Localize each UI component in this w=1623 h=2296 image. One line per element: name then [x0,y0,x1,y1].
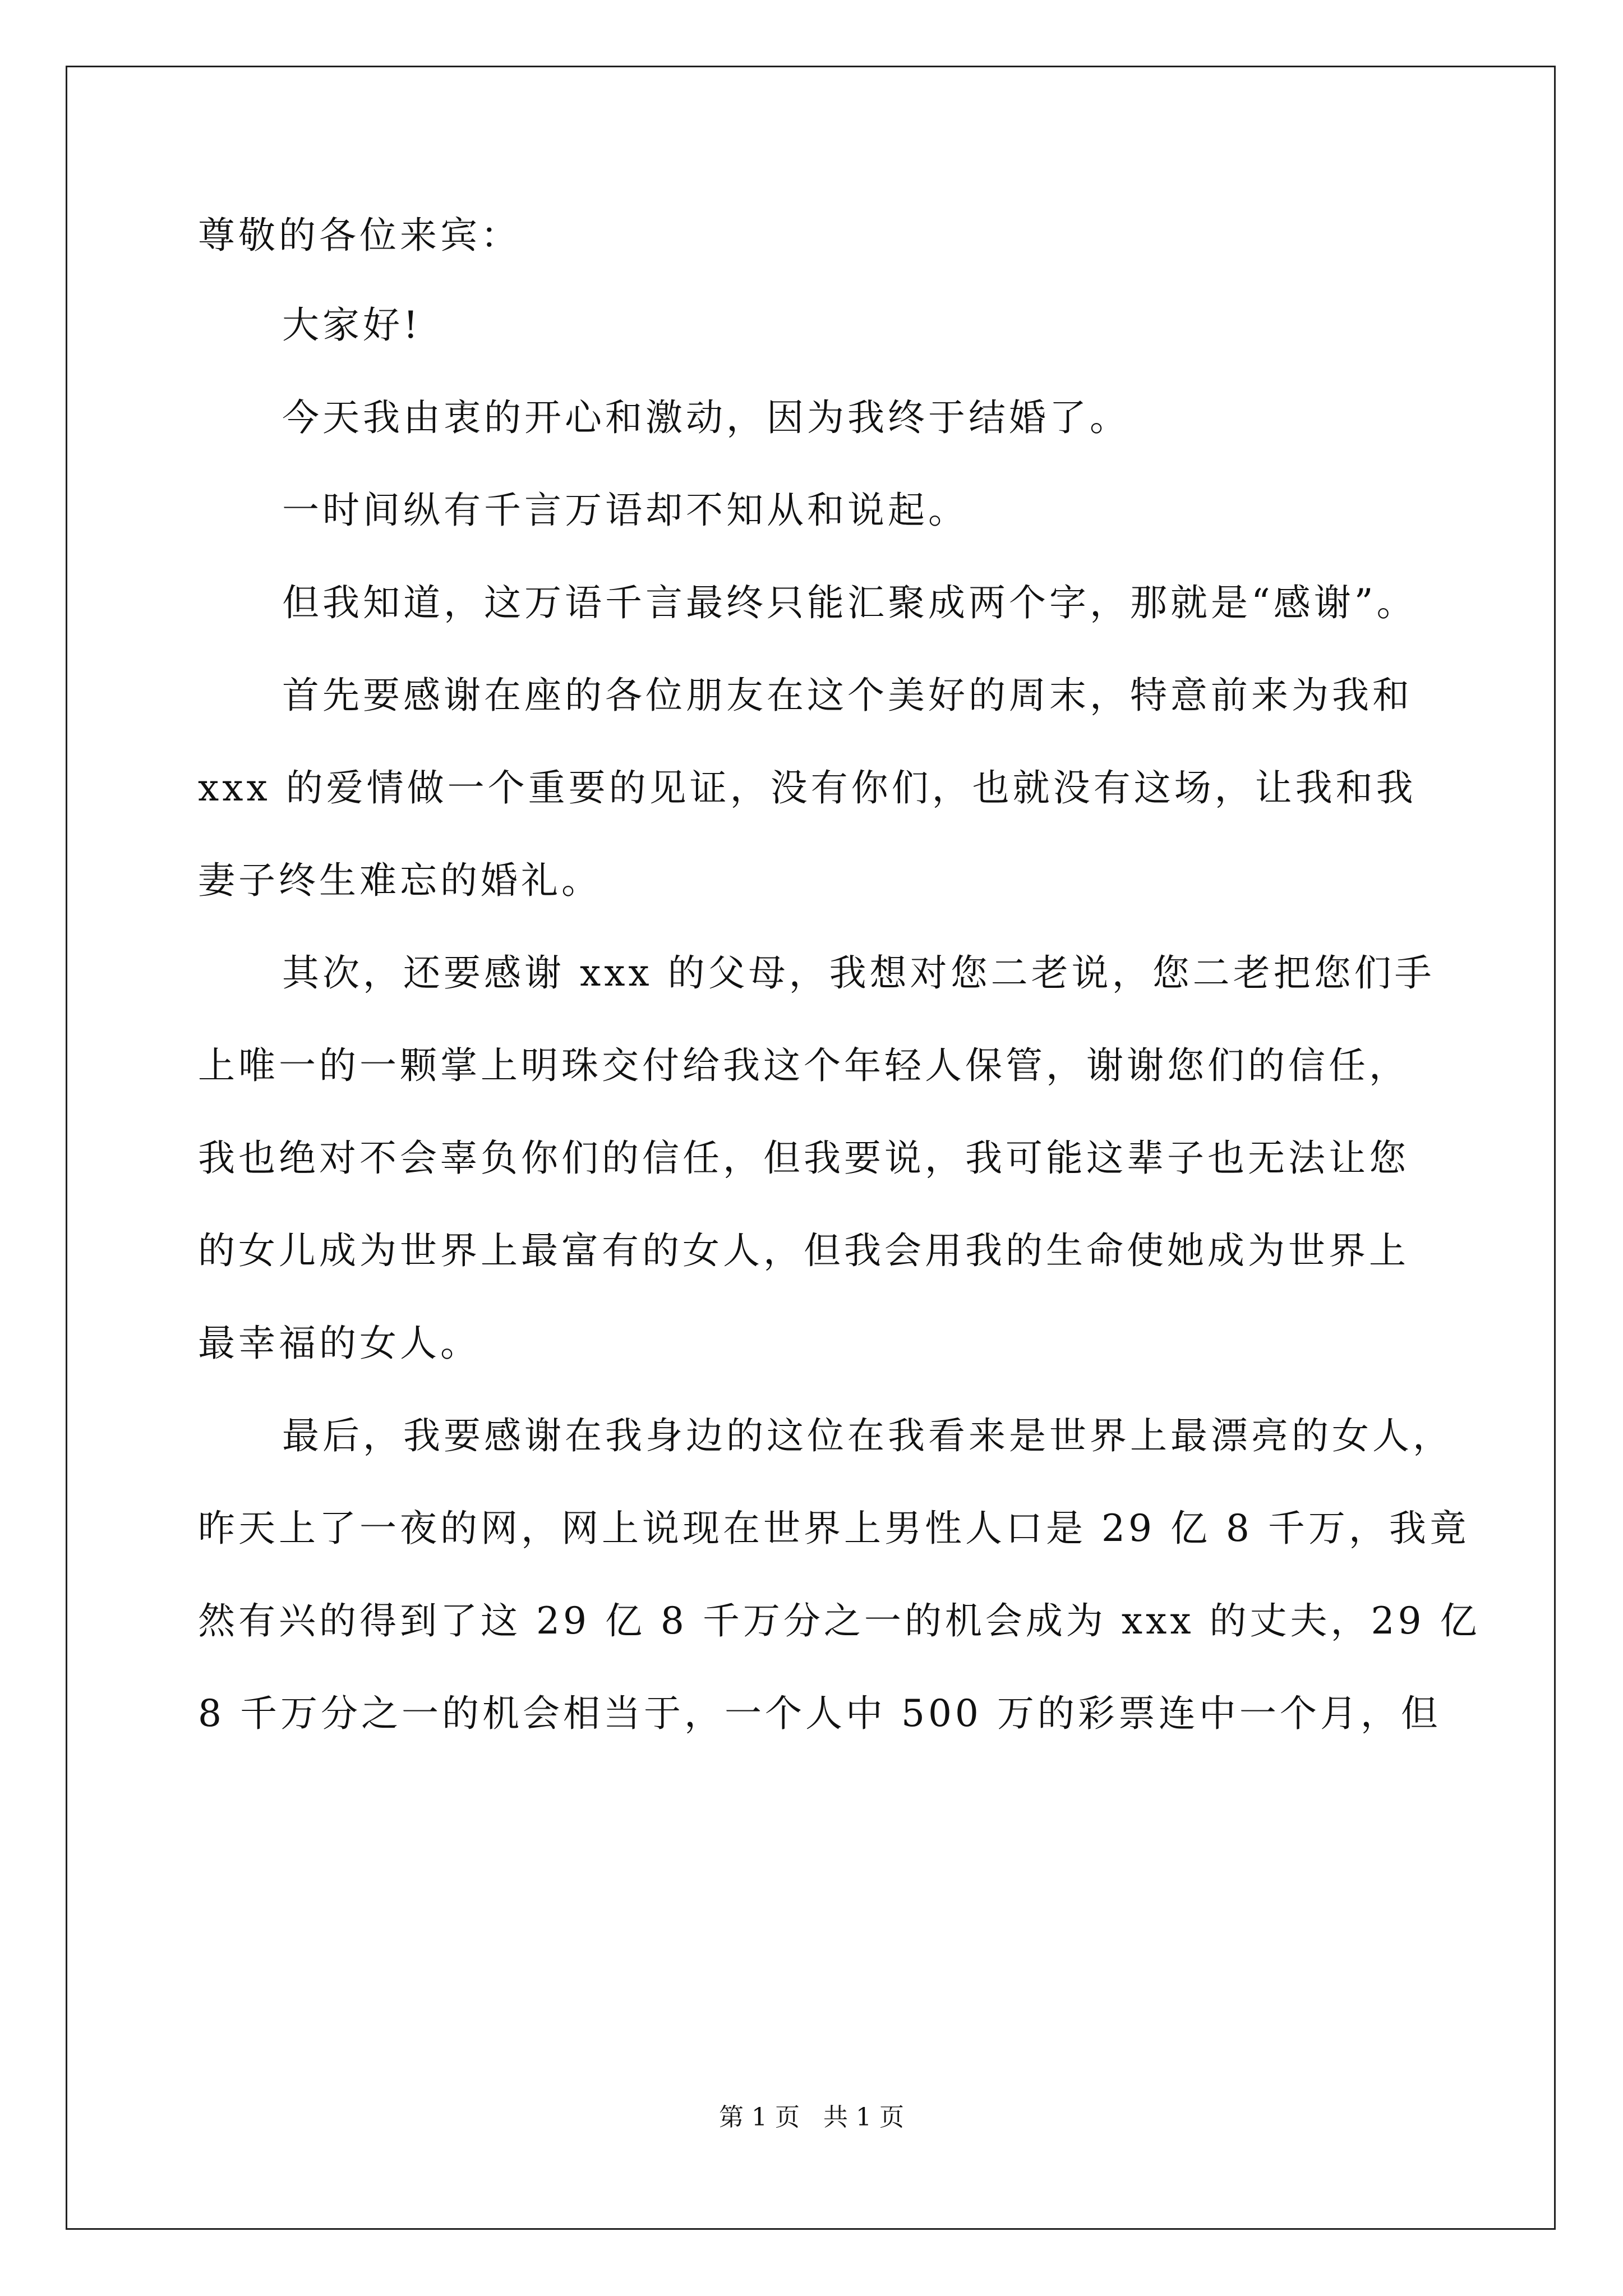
paragraph-line: 其次，还要感谢 xxx 的父母，我想对您二老说，您二老把您们手 [282,951,1435,995]
salutation: 尊敬的各位来宾： [198,214,521,257]
paragraph-line: 昨天上了一夜的网，网上说现在世界上男性人口是 29 亿 8 千万，我竟 [198,1507,1470,1550]
paragraph-line: 最幸福的女人。 [198,1322,481,1365]
paragraph-line: 然有兴的得到了这 29 亿 8 千万分之一的机会成为 xxx 的丈夫，29 亿 [198,1599,1481,1642]
paragraph-line: 今天我由衷的开心和激动，因为我终于结婚了。 [282,396,1130,439]
paragraph-line: 8 千万分之一的机会相当于，一个人中 500 万的彩票连中一个月，但 [198,1692,1441,1735]
paragraph-line: 我也绝对不会辜负你们的信任，但我要说，我可能这辈子也无法让您 [198,1137,1409,1180]
paragraph-line: 的女儿成为世界上最富有的女人，但我会用我的生命使她成为世界上 [198,1229,1409,1272]
page-footer: 第 1 页 共 1 页 [719,2103,904,2132]
paragraph-line: 一时间纵有千言万语却不知从和说起。 [282,489,969,532]
paragraph-line: 但我知道，这万语千言最终只能汇聚成两个字，那就是“感谢”。 [282,581,1417,624]
paragraph-line: 首先要感谢在座的各位朋友在这个美好的周末，特意前来为我和 [282,674,1413,717]
paragraph-line: 上唯一的一颗掌上明珠交付给我这个年轻人保管，谢谢您们的信任， [198,1044,1409,1087]
greeting: 大家好! [282,303,422,347]
paragraph-line: 妻子终生难忘的婚礼。 [198,859,602,902]
paragraph-line: 最后，我要感谢在我身边的这位在我看来是世界上最漂亮的女人， [282,1414,1453,1457]
paragraph-line: xxx 的爱情做一个重要的见证，没有你们，也就没有这场，让我和我 [198,766,1417,809]
